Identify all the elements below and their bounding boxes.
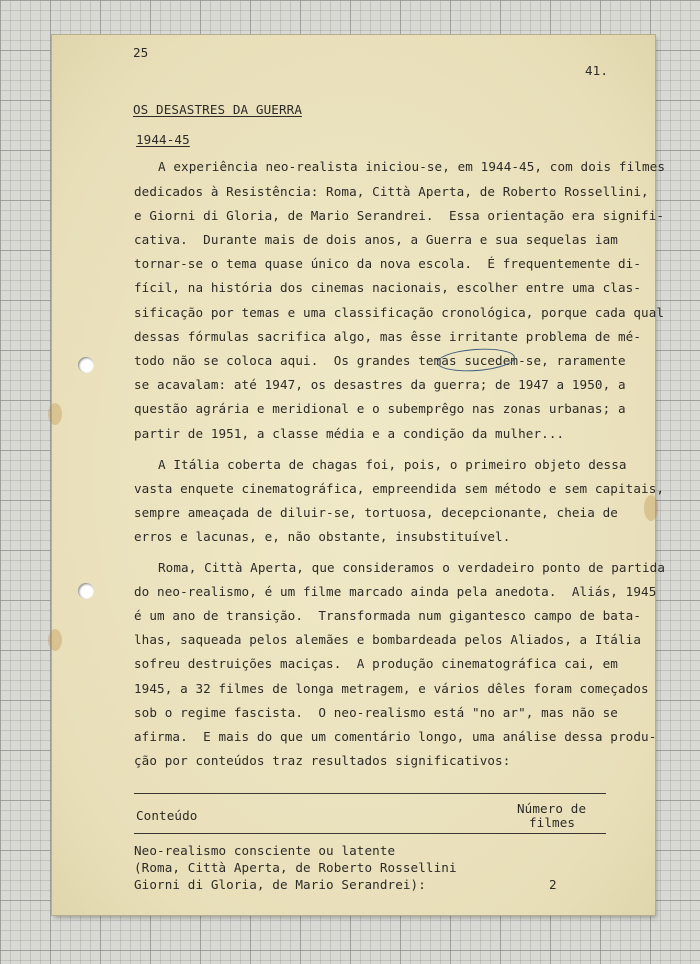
paragraph-line: fícil, na história dos cinemas nacionais, escolher entre uma clas- xyxy=(134,280,642,295)
paragraph-line: A Itália coberta de chagas foi, pois, o primeiro objeto dessa xyxy=(158,457,627,472)
paragraph-line: ção por conteúdos traz resultados significativos: xyxy=(134,753,511,768)
paragraph-line: tornar-se o tema quase único da nova escola. É frequentemente di- xyxy=(134,256,642,271)
paragraph-line: é um ano de transição. Transformada num gigantesco campo de bata- xyxy=(134,608,642,623)
paragraph-line: sob o regime fascista. O neo-realismo está "no ar", mas não se xyxy=(134,705,618,720)
paragraph-line: A experiência neo-realista iniciou-se, em 1944-45, com dois filmes xyxy=(158,159,666,174)
page-number-left: 25 xyxy=(133,45,149,60)
stain xyxy=(48,403,62,425)
table-row-film: Giorni di Gloria, de Mario Serandrei): xyxy=(134,877,426,892)
table-row-film: (Roma, Città Aperta, de Roberto Rossellini xyxy=(134,860,457,875)
handwritten-circle xyxy=(436,346,515,373)
table-row-title: Neo-realismo consciente ou latente xyxy=(134,843,396,858)
table-row-count: 2 xyxy=(549,877,557,892)
punch-hole xyxy=(78,583,94,599)
page-number-right: 41. xyxy=(585,63,609,78)
paragraph-line: sificação por temas e uma classificação cronológica, porque cada qual xyxy=(134,305,665,320)
paragraph-line: erros e lacunas, e, não obstante, insubstituível. xyxy=(134,529,511,544)
paragraph-line: cativa. Durante mais de dois anos, a Guerra e sua sequelas iam xyxy=(134,232,618,247)
document-page xyxy=(52,35,666,915)
table-header-content: Conteúdo xyxy=(136,808,198,823)
stain xyxy=(644,495,658,521)
paragraph-line: e Giorni di Gloria, de Mario Serandrei. Essa orientação era signifi- xyxy=(134,208,665,223)
paragraph-line: dedicados à Resistência: Roma, Città Aperta, de Roberto Rossellini, xyxy=(134,184,649,199)
stain xyxy=(48,629,62,651)
paragraph-line: lhas, saqueada pelos alemães e bombardeada pelos Aliados, a Itália xyxy=(134,632,642,647)
paragraph-line: afirma. E mais do que um comentário longo, uma análise dessa produ- xyxy=(134,729,657,744)
paragraph-line: todo não se coloca aqui. Os grandes temas sucedem-se, raramente xyxy=(134,353,626,368)
paragraph-line: 1945, a 32 filmes de longa metragem, e vários dêles foram começados xyxy=(134,681,649,696)
punch-hole xyxy=(78,357,94,373)
paragraph-line: dessas fórmulas sacrifica algo, mas êsse irritante problema de mé- xyxy=(134,329,642,344)
paragraph-line: do neo-realismo, é um filme marcado ainda pela anedota. Aliás, 1945 xyxy=(134,584,657,599)
paragraph-line: partir de 1951, a classe média e a condição da mulher... xyxy=(134,426,565,441)
table-header-count: Número de xyxy=(517,801,587,816)
paragraph-line: sempre ameaçada de diluir-se, tortuosa, decepcionante, cheia de xyxy=(134,505,618,520)
paragraph-line: se acavalam: até 1947, os desastres da guerra; de 1947 a 1950, a xyxy=(134,377,626,392)
paragraph-line: vasta enquete cinematográfica, empreendida sem método e sem capitais, xyxy=(134,481,665,496)
paragraph-line: Roma, Città Aperta, que consideramos o verdadeiro ponto de partida xyxy=(158,560,666,575)
table-rule-header xyxy=(134,833,606,834)
table-header-count-2: filmes xyxy=(529,815,576,830)
table-rule-top xyxy=(134,793,606,794)
section-subheading: 1944-45 xyxy=(136,132,190,147)
paragraph-line: sofreu destruições maciças. A produção cinematográfica cai, em xyxy=(134,656,618,671)
paragraph-line: questão agrária e meridional e o subemprêgo nas zonas urbanas; a xyxy=(134,401,626,416)
section-heading: OS DESASTRES DA GUERRA xyxy=(133,102,303,117)
